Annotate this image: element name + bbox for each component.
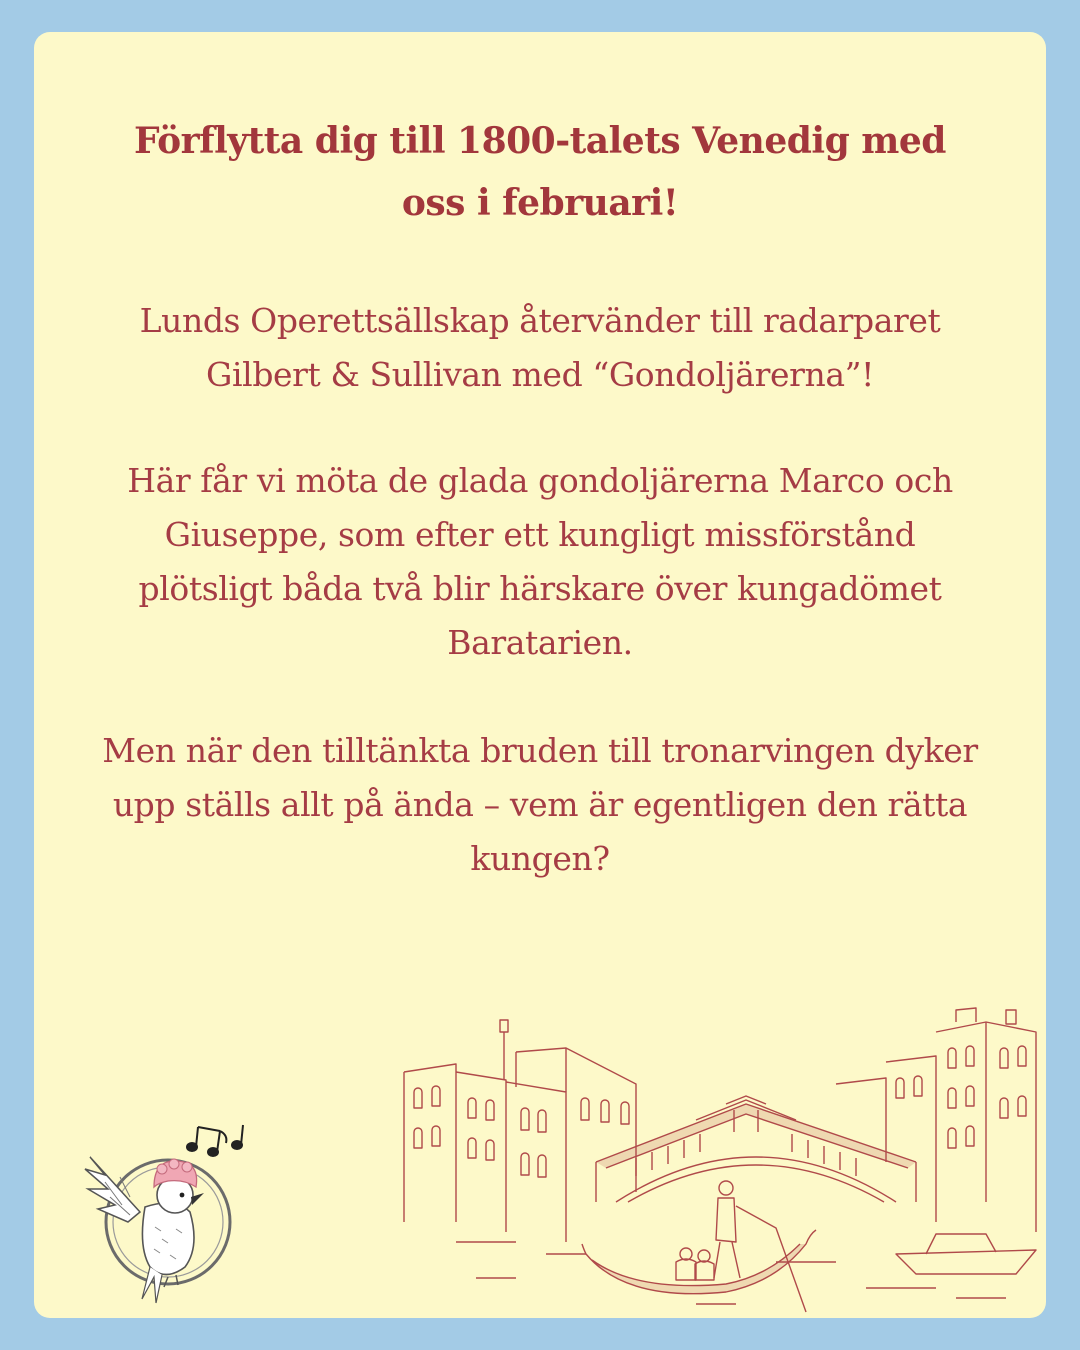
venice-rialto-bridge-gondola-sketch: [396, 992, 1046, 1318]
question-paragraph: Men när den tilltänkta bruden till tronarvingen dyker upp ställs allt på ända – vem är egentligen den rätta kungen?: [102, 731, 978, 878]
singing-bird-logo-icon: [50, 1117, 250, 1307]
story-paragraph: Här får vi möta de glada gondoljärerna Marco och Giuseppe, som efter ett kungligt missförstånd plötsligt båda två blir härskare över kungadömet Baratarien.: [127, 461, 953, 662]
intro-paragraph: Lunds Operettsällskap återvänder till radarparet Gilbert & Sullivan med “Gondoljärerna”!: [139, 301, 941, 394]
headline: Förflytta dig till 1800-talets Venedig med oss i februari!: [134, 120, 946, 224]
poster-card: [34, 32, 1046, 1318]
